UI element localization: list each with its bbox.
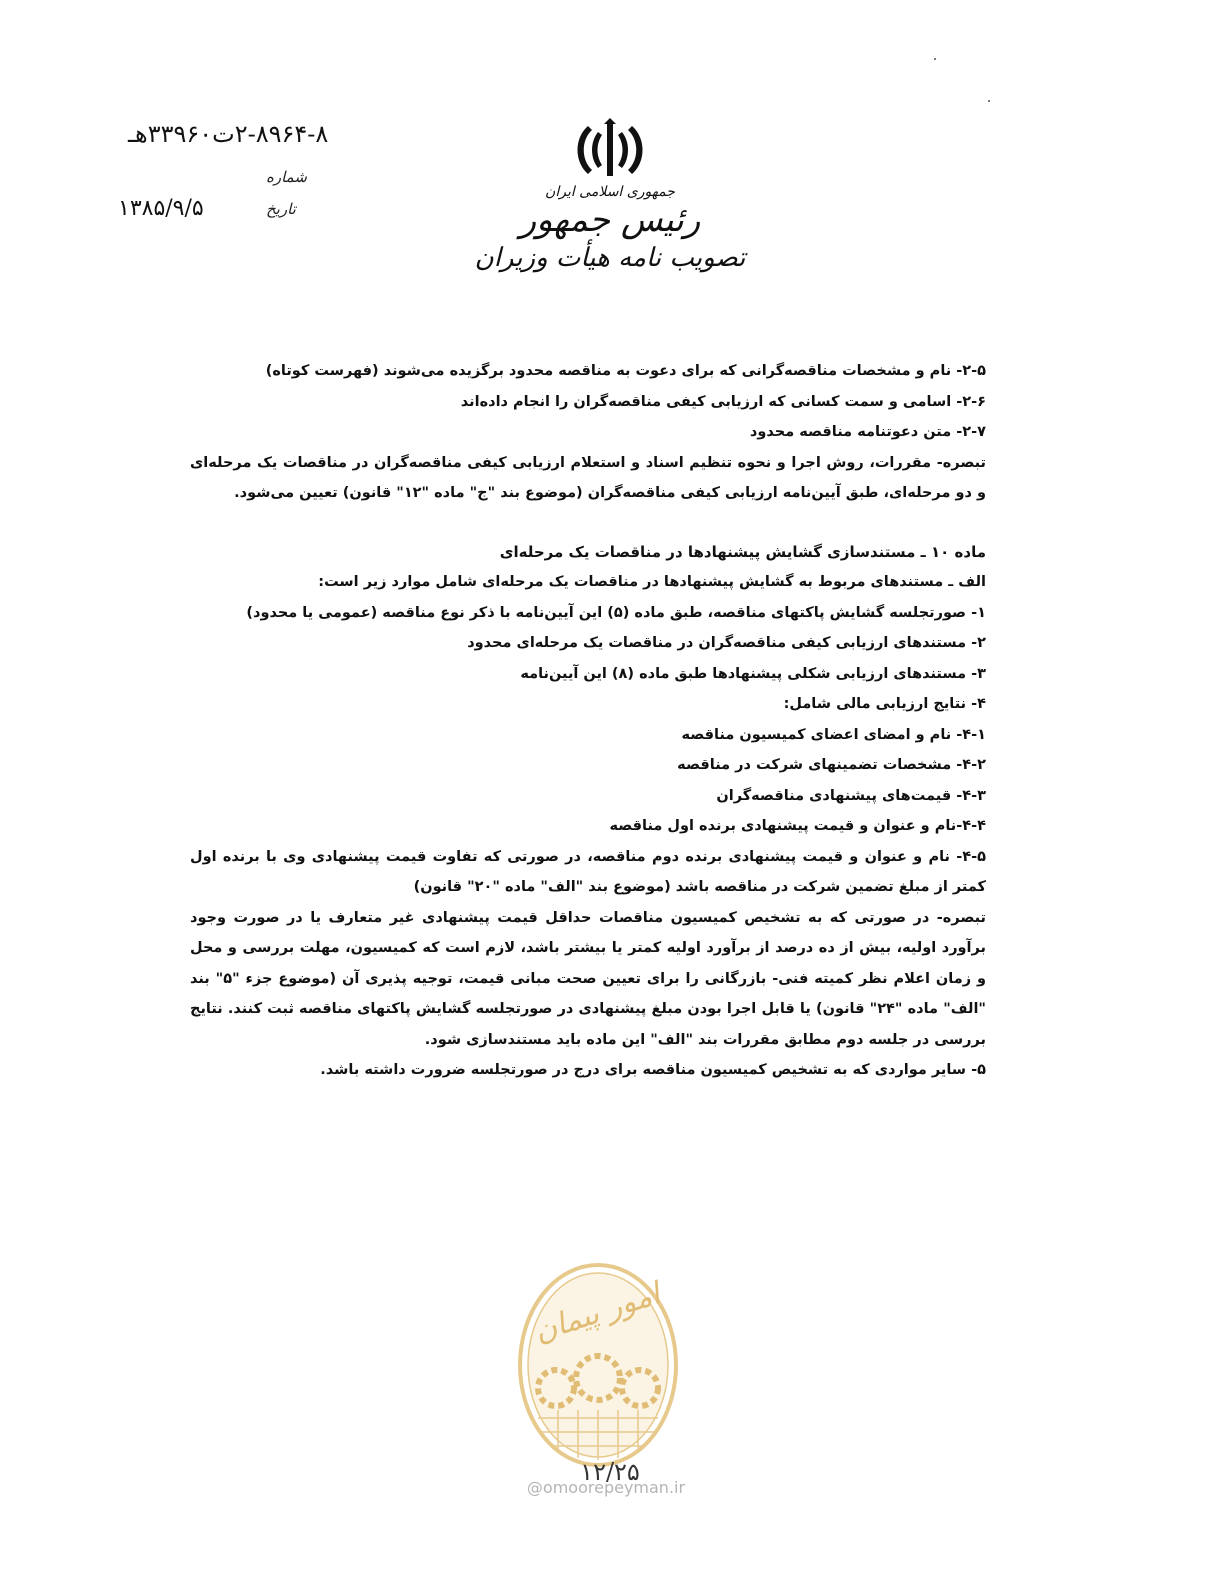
watermark-url: @omoorepeyman.ir — [526, 1478, 686, 1497]
item-4-4: ۴-۴-نام و عنوان و قیمت پیشنهادی برنده اول مناقصه — [609, 818, 986, 834]
page-number: ۱۲/۲۵ — [580, 1458, 640, 1486]
government-name: جمهوری اسلامی ایران — [545, 184, 675, 200]
paragraph-2-6: ۲-۶- اسامی و سمت کسانی که ارزیابی کیفی مناقصه‌گران را انجام داده‌اند — [460, 393, 986, 410]
article-10-heading: ماده ۱۰ ـ مستندسازی گشایش پیشنهادها در مناقصات یک مرحله‌ای — [499, 542, 986, 561]
item-5: ۵- سایر مواردی که به تشخیص کمیسیون مناقصه برای درج در صورتجلسه ضرورت داشته باشد. — [320, 1062, 986, 1078]
paragraph-2-5: ۲-۵- نام و مشخصات مناقصه‌گرانی که برای دعوت به مناقصه محدود برگزیده می‌شوند (فهرست کوتاه) — [265, 363, 986, 379]
number-label: شماره — [266, 168, 307, 186]
president-title: رئیس جمهور — [519, 200, 701, 240]
item-1: ۱- صورتجلسه گشایش پاکتهای مناقصه، طبق ماده (۵) این آیین‌نامه با ذکر نوع مناقصه (عمومی یا محدود) — [246, 604, 986, 621]
item-4-2: ۴-۲- مشخصات تضمینهای شرکت در مناقصه — [677, 757, 986, 773]
item-2: ۲- مستندهای ارزیابی کیفی مناقصه‌گران در مناقصات یک مرحله‌ای محدود — [467, 635, 986, 651]
clause-alef: الف ـ مستندهای مربوط به گشایش پیشنهادها در مناقصات یک مرحله‌ای شامل موارد زیر است: — [318, 574, 986, 590]
document-body — [190, 356, 986, 1086]
item-4-3: ۴-۳- قیمت‌های پیشنهادی مناقصه‌گران — [716, 787, 986, 804]
omoorepeyman-seal-icon — [508, 1260, 688, 1480]
item-4: ۴- نتایج ارزیابی مالی شامل: — [783, 696, 986, 712]
item-4-5: ۴-۵- نام و عنوان و قیمت پیشنهادی برنده دوم مناقصه، در صورتی که تفاوت قیمت پیشنهادی وی با برنده اول کمتر از مبلغ تضمین شرکت در مناقصه باشد (موضوع بند "الف" ماده "۲۰" قانون) — [190, 848, 986, 895]
iran-emblem-icon — [570, 118, 650, 182]
letterhead — [470, 118, 750, 318]
scan-dot — [988, 100, 990, 102]
note-paragraph: تبصره- مقررات، روش اجرا و نحوه تنظیم اسناد و استعلام ارزیابی کیفی مناقصه‌گران در مناقصات یک مرحله‌ای و دو مرحله‌ای، طبق آیین‌نامه ارزیابی کیفی مناقصه‌گران (موضوع بند "ج" ماده "۱۲" قانون) تعیین می‌شود. — [190, 454, 986, 501]
section-gap — [190, 509, 986, 537]
date-label: تاریخ — [266, 200, 296, 218]
letter-number: ۲-۸۹۶۴-۸ت۳۳۹۶۰هـ — [128, 120, 329, 148]
letter-reference — [118, 120, 378, 230]
letter-date: ۱۳۸۵/۹/۵ — [118, 196, 204, 221]
seal-text: امور پیمان — [529, 1276, 665, 1350]
paragraph-2-7: ۲-۷- متن دعوتنامه مناقصه محدود — [749, 424, 986, 440]
item-3: ۳- مستندهای ارزیابی شکلی پیشنهادها طبق ماده (۸) این آیین‌نامه — [520, 665, 986, 682]
scan-dot — [934, 58, 936, 60]
item-4-1: ۴-۱- نام و امضای اعضای کمیسیون مناقصه — [681, 726, 986, 743]
cabinet-title: تصویب نامه هیأت وزیران — [474, 243, 746, 274]
note-paragraph-2: تبصره- در صورتی که به تشخیص کمیسیون مناقصات حداقل قیمت پیشنهادی غیر متعارف یا در صورت وجود برآورد اولیه، بیش از ده درصد از برآورد اولیه کمتر یا بیشتر باشد، لازم است که کمیسیون، مهلت بررسی و محل و زمان اعلام نظر کمیته فنی- بازرگانی را برای تعیین صحت مبانی قیمت، توجیه پذیری آن (موضوع جزء "۵" بند "الف" ماده "۲۴" قانون) یا قابل اجرا بودن مبلغ پیشنهادی در صورتجلسه گشایش پاکتهای مناقصه ثبت کنند. نتایج بررسی در جلسه دوم مطابق مقررات بند "الف" این ماده باید مستندسازی شود. — [190, 909, 986, 1048]
